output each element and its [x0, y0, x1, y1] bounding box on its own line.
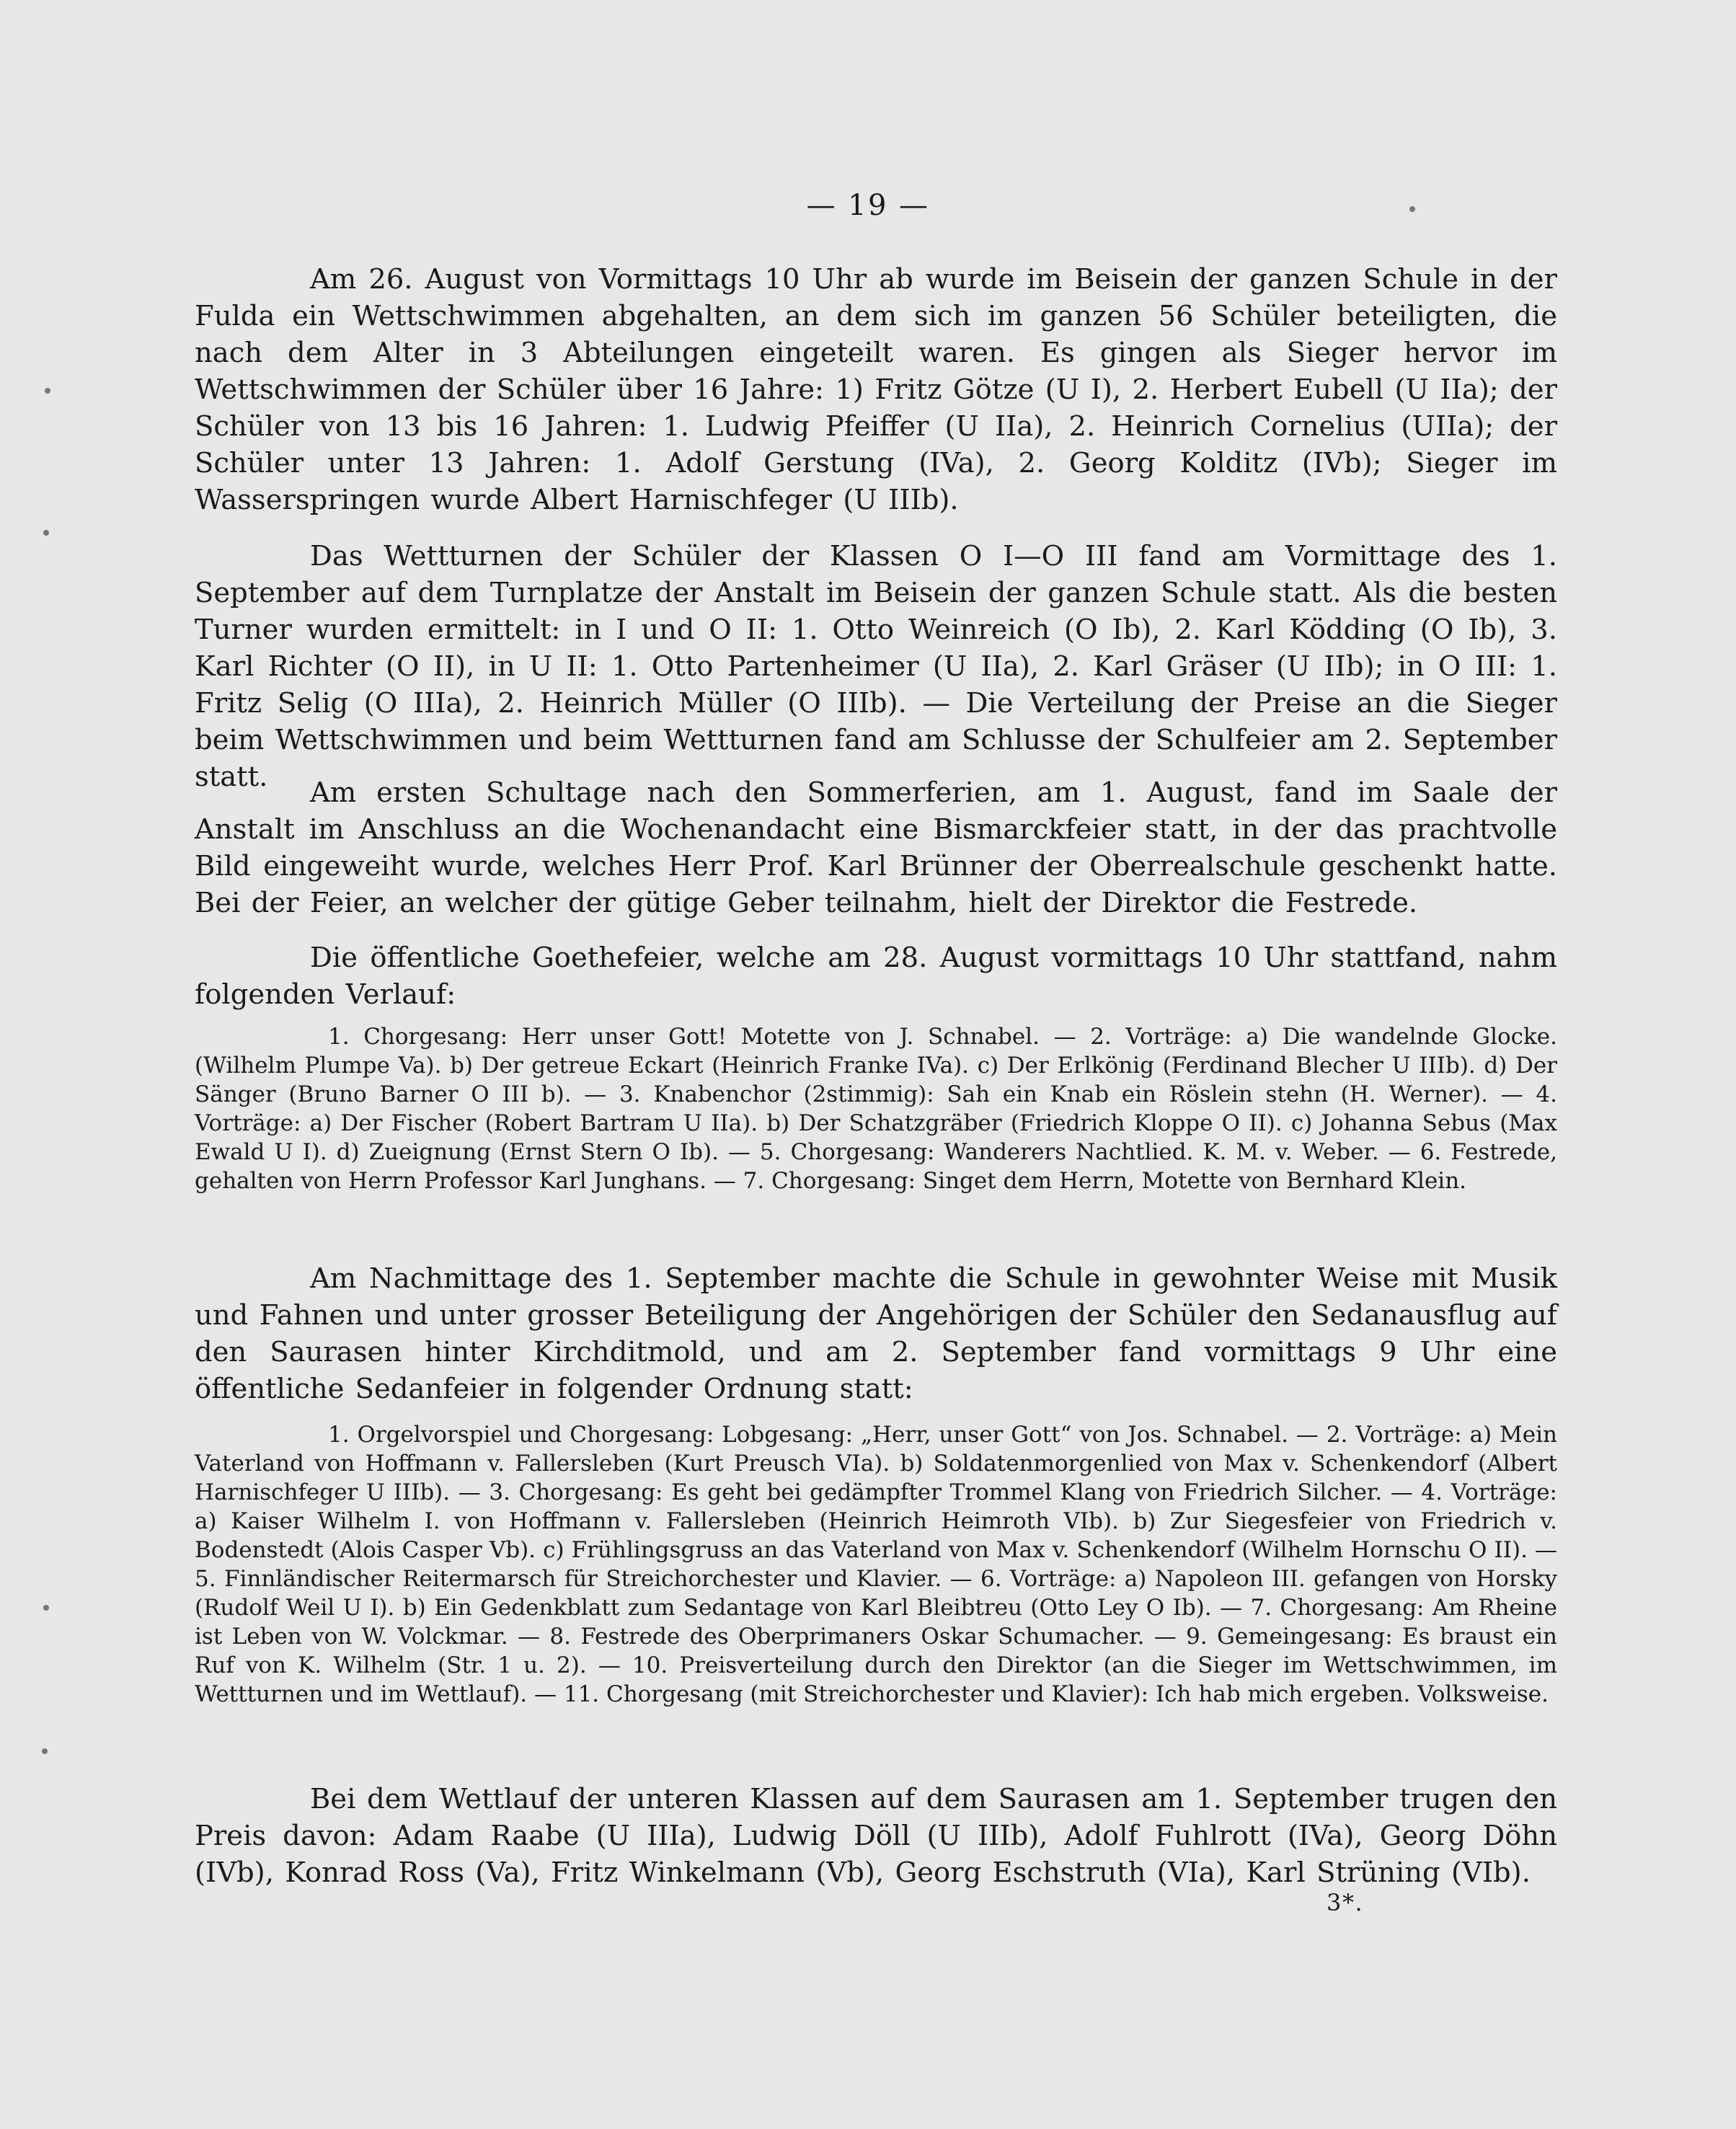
page-number: — 19 —	[806, 189, 930, 222]
margin-speck	[42, 1748, 48, 1754]
paragraph-wettlauf: Bei dem Wettlauf der unteren Klassen auf dem Saurasen am 1. September trugen den Preis davon: Adam Raabe (U IIIa), Ludwig Döll (U IIIb), Adolf Fuhlrott (IVa), Georg Döhn (IVb), Konrad Ross (Va), Fritz Winkelmann (Vb), Georg Eschstruth (VIa), Karl Strüning (VIb).	[195, 1783, 1557, 1889]
margin-speck	[43, 1605, 49, 1611]
paragraph-goethefeier-intro: Die öffentliche Goethefeier, welche am 28. August vormittags 10 Uhr stattfand, nahm folgenden Verlauf:	[195, 942, 1557, 1011]
paragraph-sedanausflug: Am Nachmittage des 1. September machte die Schule in gewohnter Weise mit Musik und Fahnen und unter grosser Beteiligung der Angehörigen der Schüler den Sedanausflug auf den Saurasen hinter Kirchditmold, und am 2. September fand vormittags 9 Uhr eine öffentliche Sedanfeier in folgender Ordnung statt:	[195, 1262, 1557, 1405]
margin-speck	[43, 530, 49, 536]
paragraph-goethefeier-program: 1. Chorgesang: Herr unser Gott! Motette von J. Schnabel. — 2. Vorträge: a) Die wandelnde Glocke. (Wilhelm Plumpe Va). b) Der getreue Eckart (Heinrich Franke IVa). c) Der Erlkönig (Ferdinand Blecher U IIIb). d) Der Sänger (Bruno Barner O III b). — 3. Knabenchor (2stimmig): Sah ein Knab ein Röslein stehn (H. Werner). — 4. Vorträge: a) Der Fischer (Robert Bartram U IIa). b) Der Schatzgräber (Friedrich Kloppe O II). c) Johanna Sebus (Max Ewald U I). d) Zueignung (Ernst Stern O Ib). — 5. Chorgesang: Wanderers Nachtlied. K. M. v. Weber. — 6. Festrede, gehalten von Herrn Professor Karl Junghans. — 7. Chorgesang: Singet dem Herrn, Motette von Bernhard Klein.	[195, 1024, 1557, 1194]
paragraph-sedanfeier-program: 1. Orgelvorspiel und Chorgesang: Lobgesang: „Herr, unser Gott“ von Jos. Schnabel. — 2. Vorträge: a) Mein Vaterland von Hoffmann v. Fallersleben (Kurt Preusch VIa). b) Soldatenmorgenlied von Max v. Schenkendorf (Albert Harnischfeger U IIIb). — 3. Chorgesang: Es geht bei gedämpfter Trommel Klang von Friedrich Silcher. — 4. Vorträge: a) Kaiser Wilhelm I. von Hoffmann v. Fallersleben (Heinrich Heimroth VIb). b) Zur Siegesfeier von Friedrich v. Bodenstedt (Alois Casper Vb). c) Frühlingsgruss an das Vaterland von Max v. Schenkendorf (Wilhelm Hornschu O II). — 5. Finnländischer Reitermarsch für Streichorchester und Klavier. — 6. Vorträge: a) Napoleon III. gefangen von Horsky (Rudolf Weil U I). b) Ein Gedenkblatt zum Sedantage von Karl Bleibtreu (Otto Ley O Ib). — 7. Chorgesang: Am Rheine ist Leben von W. Volckmar. — 8. Festrede des Oberprimaners Oskar Schumacher. — 9. Gemeingesang: Es braust ein Ruf von K. Wilhelm (Str. 1 u. 2). — 10. Preisverteilung durch den Direktor (an die Sieger im Wettschwimmen, im Wettturnen und im Wettlauf). — 11. Chorgesang (mit Streichorchester und Klavier): Ich hab mich ergeben. Volksweise.	[195, 1422, 1557, 1707]
margin-speck	[45, 388, 50, 394]
paragraph-wettschwimmen: Am 26. August von Vormittags 10 Uhr ab wurde im Beisein der ganzen Schule in der Fulda ein Wettschwimmen abgehalten, an dem sich im ganzen 56 Schüler beteiligten, die nach dem Alter in 3 Abteilungen eingeteilt waren. Es gingen als Sieger hervor im Wettschwimmen der Schüler über 16 Jahre: 1) Fritz Götze (U I), 2. Herbert Eubell (U IIa); der Schüler von 13 bis 16 Jahren: 1. Ludwig Pfeiffer (U IIa), 2. Heinrich Cornelius (UIIa); der Schüler unter 13 Jahren: 1. Adolf Gerstung (IVa), 2. Georg Kolditz (IVb); Sieger im Wasserspringen wurde Albert Harnischfeger (U IIIb).	[195, 263, 1557, 516]
paragraph-bismarckfeier: Am ersten Schultage nach den Sommerferien, am 1. August, fand im Saale der Anstalt im Anschluss an die Wochenandacht eine Bismarckfeier statt, in der das prachtvolle Bild eingeweiht wurde, welches Herr Prof. Karl Brünner der Oberrealschule geschenkt hatte. Bei der Feier, an welcher der gütige Geber teilnahm, hielt der Direktor die Festrede.	[195, 776, 1557, 919]
signature-mark: 3*.	[1327, 1889, 1364, 1916]
paragraph-wettturnen: Das Wettturnen der Schüler der Klassen O I—O III fand am Vormittage des 1. September auf dem Turnplatze der Anstalt im Beisein der ganzen Schule statt. Als die besten Turner wurden ermittelt: in I und O II: 1. Otto Weinreich (O Ib), 2. Karl Ködding (O Ib), 3. Karl Richter (O II), in U II: 1. Otto Partenheimer (U IIa), 2. Karl Gräser (U IIb); in O III: 1. Fritz Selig (O IIIa), 2. Heinrich Müller (O IIIb). — Die Verteilung der Preise an die Sieger beim Wettschwimmen und beim Wettturnen fand am Schlusse der Schulfeier am 2. September statt.	[195, 540, 1557, 793]
